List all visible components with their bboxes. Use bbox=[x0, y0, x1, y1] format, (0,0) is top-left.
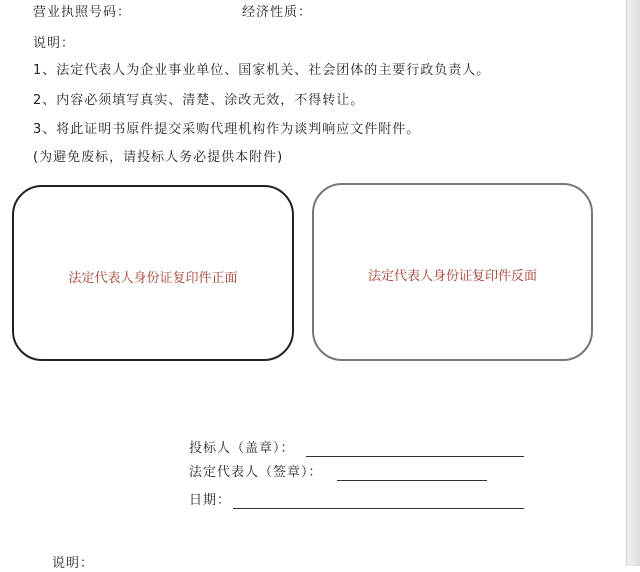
bidder-seal-label: 投标人（盖章）： bbox=[189, 441, 295, 456]
footer-notes-title: 说明： bbox=[52, 556, 95, 571]
date-line[interactable] bbox=[233, 508, 524, 509]
page-edge bbox=[626, 0, 640, 566]
notes-item-3: 3、将此证明书原件提交采购代理机构作为谈判响应文件附件。 bbox=[33, 122, 421, 137]
notes-item-2: 2、内容必须填写真实、清楚、涂改无效，不得转让。 bbox=[33, 93, 365, 108]
legal-rep-sign-line[interactable] bbox=[337, 480, 487, 481]
id-card-back-box bbox=[312, 183, 593, 361]
economic-nature-label: 经济性质： bbox=[242, 5, 313, 20]
id-card-back-label: 法定代表人身份证复印件反面 bbox=[367, 269, 537, 284]
id-card-front-box bbox=[12, 185, 294, 361]
legal-rep-sign-label: 法定代表人（签章）： bbox=[189, 465, 323, 480]
notes-item-1: 1、法定代表人为企业事业单位、国家机关、社会团体的主要行政负责人。 bbox=[33, 63, 491, 78]
notes-remark: (为避免废标，请投标人务必提供本附件) bbox=[33, 150, 284, 165]
date-label: 日期： bbox=[189, 493, 232, 508]
notes-title: 说明： bbox=[33, 36, 76, 51]
bidder-seal-line[interactable] bbox=[306, 456, 524, 457]
id-card-front-label: 法定代表人身份证复印件正面 bbox=[68, 271, 238, 286]
license-number-label: 营业执照号码： bbox=[33, 5, 132, 20]
